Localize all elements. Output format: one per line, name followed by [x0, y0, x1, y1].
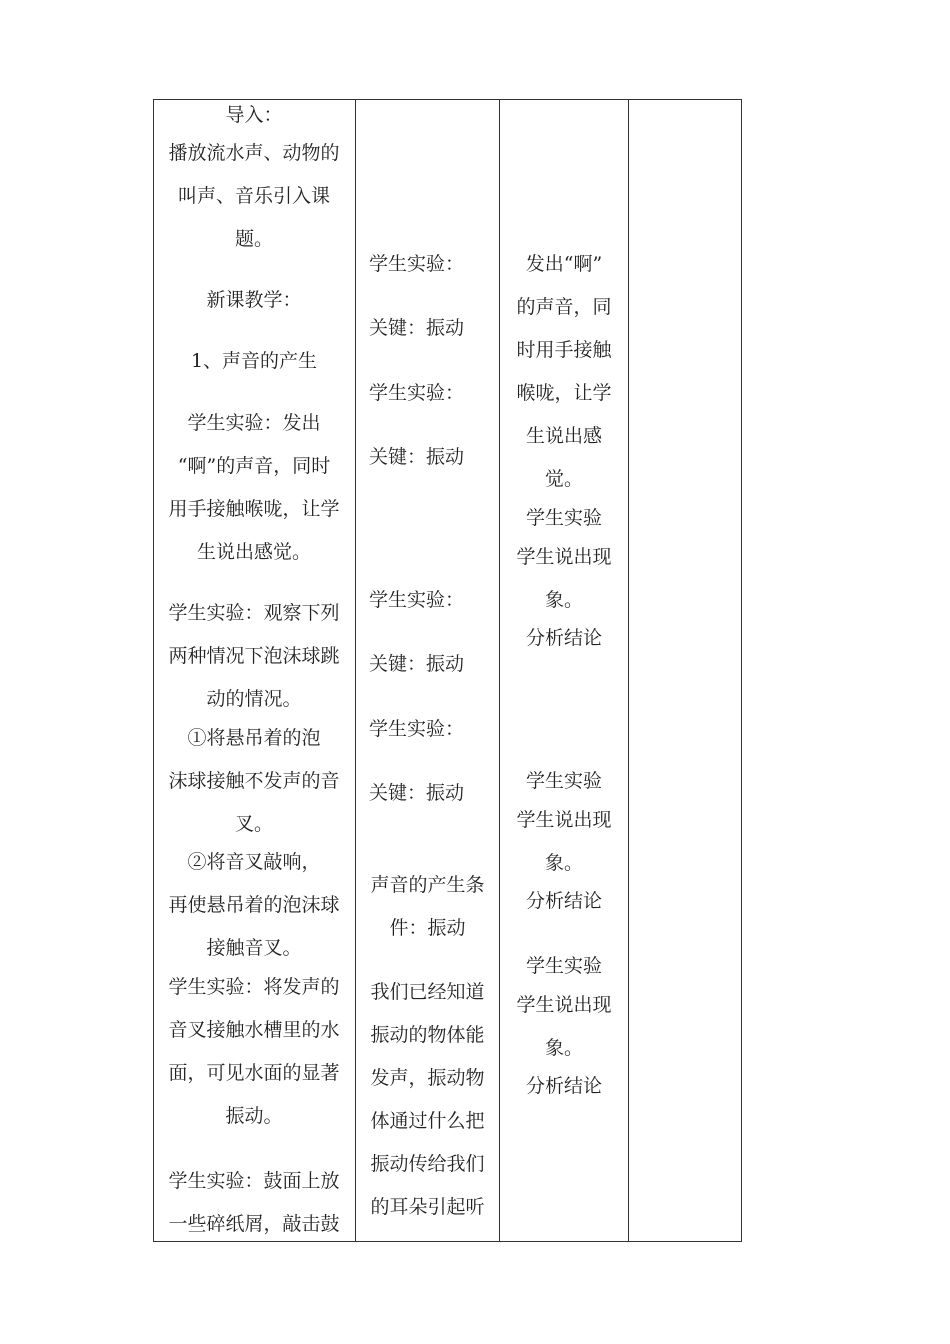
content-line: 题。	[234, 228, 273, 250]
activity-line: 学生实验：	[369, 253, 465, 275]
student-line: 学生说出现	[516, 809, 612, 831]
content-line: 叉。	[234, 813, 273, 835]
content-line: 沫球接触不发声的音	[168, 770, 340, 792]
activity-line: 振动的物体能	[370, 1024, 485, 1046]
content-line: 动的情况。	[206, 688, 302, 710]
content-line: 学生实验：发出	[187, 412, 321, 434]
activity-line: 关键：振动	[369, 653, 465, 675]
student-line: 时用手接触	[516, 339, 612, 361]
content-line: 一些碎纸屑，敲击鼓	[168, 1213, 340, 1235]
content-line: 面，可见水面的显著	[168, 1062, 340, 1084]
content-line: 再使悬吊着的泡沫球	[168, 894, 340, 916]
student-line: 学生实验	[525, 770, 602, 792]
content-line: “啊”的声音，同时	[177, 455, 331, 477]
student-line: 分析结论	[525, 627, 602, 649]
student-line: 的声音，同	[516, 296, 612, 318]
student-line: 分析结论	[525, 890, 602, 912]
activity-line: 的耳朵引起听	[370, 1196, 485, 1218]
content-line: 1、声音的产生	[190, 350, 318, 372]
student-line: 分析结论	[525, 1075, 602, 1097]
student-line: 生说出感	[525, 425, 602, 447]
content-line: ②将音叉敲响，	[187, 851, 321, 873]
student-line: 象。	[544, 1037, 583, 1059]
activity-line: 体通过什么把	[370, 1110, 485, 1132]
activity-line: 振动传给我们	[370, 1153, 485, 1175]
lesson-plan-table	[153, 99, 742, 1242]
content-line: 两种情况下泡沫球跳	[168, 645, 340, 667]
student-line: 学生实验	[525, 507, 602, 529]
content-line: 振动。	[225, 1105, 283, 1127]
student-line: 学生实验	[525, 955, 602, 977]
activity-line: 关键：振动	[369, 317, 465, 339]
activity-line: 关键：振动	[369, 782, 465, 804]
content-line: 用手接触喉咙，让学	[168, 498, 340, 520]
content-line: 音叉接触水槽里的水	[168, 1019, 340, 1041]
content-line: 学生实验：鼓面上放	[168, 1170, 340, 1192]
student-line: 发出“啊”	[525, 253, 603, 275]
content-line: 叫声、音乐引入课	[177, 185, 330, 207]
content-line: 新课教学：	[206, 289, 302, 311]
student-line: 象。	[544, 589, 583, 611]
content-line: 播放流水声、动物的	[168, 142, 340, 164]
student-line: 喉咙，让学	[516, 382, 612, 404]
student-line: 学生说出现	[516, 546, 612, 568]
content-line: ①将悬吊着的泡	[187, 727, 321, 749]
activity-line: 件：振动	[389, 917, 466, 939]
content-line: 学生实验：观察下列	[168, 602, 340, 624]
activity-line: 关键：振动	[369, 446, 465, 468]
content-line: 学生实验：将发声的	[168, 976, 340, 998]
student-line: 觉。	[544, 468, 583, 490]
notes-column	[629, 100, 741, 1241]
student-line: 象。	[544, 852, 583, 874]
activity-line: 学生实验：	[369, 589, 465, 611]
activity-line: 学生实验：	[369, 382, 465, 404]
content-line: 生说出感觉。	[196, 541, 311, 563]
student-line: 学生说出现	[516, 994, 612, 1016]
activity-line: 声音的产生条	[370, 874, 485, 896]
content-line: 接触音叉。	[206, 937, 302, 959]
activity-line: 学生实验：	[369, 718, 465, 740]
activity-line: 我们已经知道	[370, 981, 485, 1003]
activity-line: 发声，振动物	[370, 1067, 485, 1089]
content-line: 导入：	[225, 104, 283, 126]
